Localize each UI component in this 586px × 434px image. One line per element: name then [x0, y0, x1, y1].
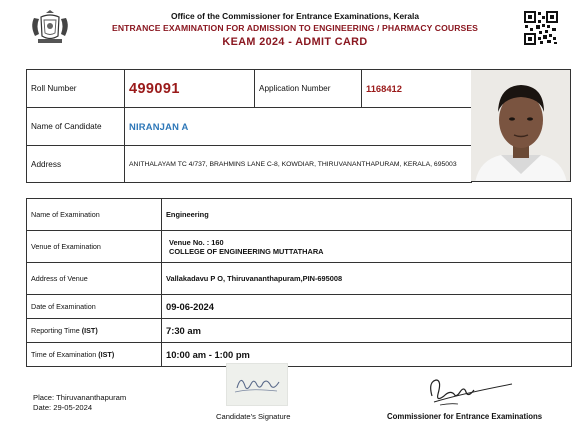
candidate-photo	[471, 69, 571, 182]
kerala-emblem-icon	[28, 10, 72, 46]
application-number-value: 1168412	[366, 83, 402, 94]
venue-name: COLLEGE OF ENGINEERING MUTTATHARA	[169, 246, 324, 256]
place-date-block	[33, 393, 126, 413]
reporting-time-row	[27, 319, 572, 343]
commissioner-label: Commissioner for Entrance Examinations	[387, 412, 543, 421]
exam-time-ist: (IST)	[98, 350, 115, 359]
exam-title: ENTRANCE EXAMINATION FOR ADMISSION TO ENGINEERING / PHARMACY COURSES	[111, 23, 478, 33]
exam-date-label: Date of Examination	[27, 295, 162, 319]
reporting-time-value: 7:30 am	[166, 325, 201, 336]
commissioner-signature-image	[420, 372, 520, 408]
exam-name-value: Engineering	[166, 210, 209, 219]
exam-time-value: 10:00 am - 1:00 pm	[166, 349, 250, 360]
admit-card-title: KEAM 2024 - ADMIT CARD	[222, 36, 368, 48]
name-row	[27, 108, 472, 146]
roll-number-label: Roll Number	[27, 70, 125, 108]
exam-date-row	[27, 295, 572, 319]
place-text: Place: Thiruvananthapuram	[33, 393, 127, 402]
address-label: Address	[27, 146, 125, 183]
venue-label: Venue of Examination	[27, 231, 162, 263]
exam-details-table	[26, 198, 572, 367]
venue-address-label: Address of Venue	[27, 263, 162, 295]
address-value: ANITHALAYAM TC 4/737, BRAHMINS LANE C-8, KOWDIAR, THIRUVANANTHAPURAM, KERALA, 695003	[129, 160, 457, 168]
qr-code-icon	[524, 11, 558, 45]
candidate-photo-image	[471, 70, 571, 182]
candidate-name-value: NIRANJAN A	[129, 121, 189, 132]
reporting-time-label: Reporting Time	[31, 326, 80, 335]
header	[80, 10, 510, 49]
candidate-signature-label: Candidate's Signature	[216, 412, 291, 421]
exam-name-row	[27, 199, 572, 231]
exam-time-label: Time of Examination	[31, 350, 97, 359]
address-row	[27, 146, 472, 183]
venue-address-row	[27, 263, 572, 295]
roll-number-value: 499091	[129, 80, 180, 97]
candidate-signature-scribble	[227, 364, 287, 405]
venue-row	[27, 231, 572, 263]
reporting-time-ist: (IST)	[81, 326, 98, 335]
candidate-details-table	[26, 69, 472, 183]
exam-name-label: Name of Examination	[27, 199, 162, 231]
exam-time-row	[27, 343, 572, 367]
roll-row	[27, 70, 472, 108]
application-number-label: Application Number	[255, 70, 362, 108]
venue-address-value: Vallakadavu P O, Thiruvananthapuram,PIN-695008	[166, 274, 343, 283]
exam-date-value: 09-06-2024	[166, 301, 214, 312]
candidate-name-label: Name of Candidate	[27, 108, 125, 146]
date-text: Date: 29-05-2024	[33, 403, 93, 412]
venue-number: Venue No. : 160	[169, 237, 224, 247]
candidate-signature-image	[226, 363, 288, 406]
office-title: Office of the Commissioner for Entrance Examinations, Kerala	[170, 11, 420, 21]
